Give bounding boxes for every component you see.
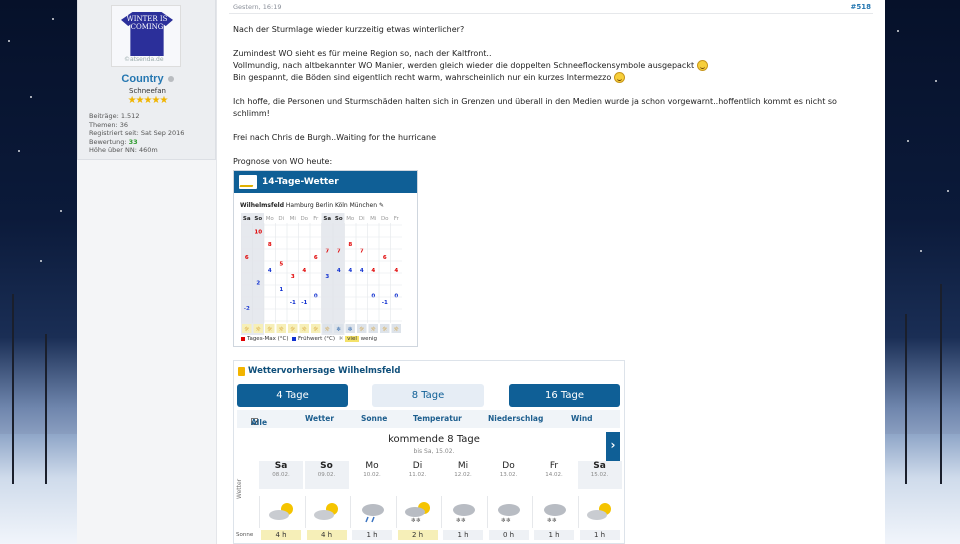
user-info-panel — [77, 0, 216, 160]
sun-snow-icon — [396, 496, 440, 528]
day-label: Sa — [323, 216, 332, 222]
post-body — [233, 24, 873, 180]
grin-smiley-icon — [697, 60, 708, 71]
city-selector — [240, 202, 384, 209]
min-temp-label: 4 — [336, 267, 341, 274]
day-label: Do — [380, 216, 389, 222]
post-paragraph: Nach der Sturmlage wieder kurzzeitig etwas winterlicher? — [233, 25, 465, 34]
day-label: Di — [358, 216, 365, 222]
day-name: Di — [412, 461, 423, 471]
chart-column — [345, 213, 357, 335]
forecast-day-header[interactable] — [487, 461, 531, 489]
svg-text:❄❄: ❄❄ — [455, 517, 466, 523]
min-temp-label: 4 — [359, 267, 364, 274]
weather-icon: ❄ — [347, 326, 353, 333]
forecast-day-header[interactable] — [396, 461, 440, 489]
max-temp-label: 8 — [267, 242, 272, 249]
min-temp-label: -2 — [243, 306, 250, 313]
max-temp-label: 4 — [371, 267, 376, 274]
filter-precipitation[interactable]: Niederschlag — [488, 414, 544, 423]
cloud-snow-icon — [441, 496, 485, 528]
legend-max: Tages-Max (°C) — [247, 336, 289, 342]
min-temp-label: -1 — [381, 299, 388, 306]
chart-legend — [241, 336, 377, 342]
min-temp-label: 4 — [348, 267, 353, 274]
min-temp-label: 2 — [256, 280, 261, 287]
forecast-day-header[interactable] — [578, 461, 622, 489]
day-label: Mo — [265, 216, 274, 222]
chart-column — [310, 213, 322, 335]
day-name: Mo — [365, 461, 379, 471]
smile-smiley-icon — [614, 72, 625, 83]
forecast-title: Wettervorhersage Wilhelmsfeld — [238, 366, 400, 376]
avatar-watermark: ©atsenda.de — [124, 56, 164, 63]
forecast-day-header[interactable] — [532, 461, 576, 489]
post-paragraph: Zumindest WO sieht es für meine Region so, nach der Kaltfront.. Vollmundig, nach altbekannter WO Manier, werden gleich wieder die doppelten Schneeflockensymbole ausgepackt Bin gespannt, die Böden sind eigentlich recht warm, wahrscheinlich nur ein kurzes Intermezzo — [233, 48, 873, 84]
post-paragraph: Frei nach Chris de Burgh..Waiting for the hurricane — [233, 133, 437, 142]
sunshine-hours: 1 h — [352, 530, 392, 540]
forecast-subheading: bis Sa, 15.02. — [413, 448, 455, 455]
chart-column — [264, 213, 276, 335]
cloud-snow-icon — [532, 496, 576, 528]
weather-14-day-widget[interactable] — [233, 170, 418, 347]
sunshine-hours: 1 h — [580, 530, 620, 540]
temperature-chart — [241, 213, 406, 335]
background-right — [885, 0, 960, 544]
filter-temperature[interactable]: Temperatur — [413, 414, 462, 423]
weather-icon: ☼ — [267, 326, 273, 333]
stat-rating: Bewertung: 33 — [89, 137, 138, 146]
city-active[interactable]: Wilhelmsfeld — [240, 202, 284, 209]
row-label-sun: Sonne — [236, 532, 254, 538]
weather-icon: ☼ — [370, 326, 376, 333]
day-label: Sa — [242, 216, 251, 222]
stat-altitude: Höhe über NN: 460m — [89, 146, 158, 154]
post-number-link[interactable]: #518 — [850, 3, 871, 11]
max-temp-label: 8 — [348, 242, 353, 249]
max-temp-label: 10 — [254, 229, 263, 236]
chart-column — [241, 213, 253, 335]
avatar-text: WINTER IS COMING — [126, 15, 168, 31]
svg-text:❄❄: ❄❄ — [501, 517, 512, 523]
forecast-day-header[interactable] — [350, 461, 394, 489]
day-date: 13.02. — [499, 472, 518, 478]
rank-stars-icon: ★★★★★ — [127, 95, 168, 106]
day-label: Fr — [393, 216, 399, 222]
stat-registered: Registriert seit: Sat Sep 2016 — [89, 129, 185, 137]
weather-icon: ☼ — [290, 326, 296, 333]
post-paragraph: Prognose von WO heute: — [233, 157, 333, 166]
svg-text:❄❄: ❄❄ — [411, 517, 422, 523]
max-temp-label: 5 — [279, 261, 284, 268]
weather-icon: ☼ — [359, 326, 365, 333]
weather-icon: ☼ — [244, 326, 250, 333]
cloud-snow-icon — [487, 496, 531, 528]
sunshine-hours: 1 h — [443, 530, 483, 540]
rating-value: 33 — [128, 137, 138, 146]
background-left — [0, 0, 77, 544]
day-label: Do — [300, 216, 309, 222]
day-label: So — [254, 216, 263, 222]
min-temp-label: -1 — [289, 299, 296, 306]
filter-bar: Alle Wetter Sonne Temperatur Niederschlag Wind — [237, 410, 620, 428]
sunshine-hours: 0 h — [489, 530, 529, 540]
filter-sun[interactable]: Sonne — [361, 414, 388, 423]
post-content — [216, 0, 885, 544]
post-timestamp: Gestern, 16:19 — [233, 3, 282, 11]
max-temp-label: 4 — [394, 267, 399, 274]
sun-cloud-icon — [578, 496, 622, 528]
username-row — [78, 73, 217, 85]
weather-icon: ☼ — [255, 326, 261, 333]
day-label: Fr — [313, 216, 319, 222]
svg-text:❄❄: ❄❄ — [546, 517, 557, 523]
day-date: 15.02. — [590, 472, 609, 478]
day-label: Mi — [370, 216, 377, 222]
max-temp-label: 6 — [313, 255, 318, 261]
day-date: 14.02. — [545, 472, 563, 478]
sunshine-hours: 4 h — [261, 530, 301, 540]
max-temp-label: 7 — [359, 248, 364, 255]
max-temp-label: 6 — [244, 255, 249, 261]
divider — [229, 13, 873, 14]
forecast-widget — [233, 360, 625, 544]
city-list[interactable]: Hamburg Berlin Köln München — [285, 202, 378, 209]
max-temp-label: 6 — [382, 255, 387, 261]
day-date: 10.02. — [363, 472, 381, 478]
sunshine-hours: 4 h — [307, 530, 347, 540]
weather-icon: ☼ — [393, 326, 399, 333]
next-arrow-button[interactable]: › — [606, 432, 620, 461]
max-temp-label: 3 — [290, 274, 295, 281]
min-temp-label: 0 — [394, 293, 399, 300]
day-date: 12.02. — [454, 472, 472, 478]
stat-threads: Themen: 36 — [89, 120, 129, 129]
chart-logo-icon — [239, 175, 257, 189]
day-name: Do — [502, 461, 515, 471]
legend-min: Frühwert (°C) — [298, 336, 335, 342]
weather-icon: ☼ — [301, 326, 307, 333]
pencil-icon[interactable]: ✎ — [378, 202, 384, 209]
tab-4-days[interactable]: 4 Tage — [237, 384, 348, 407]
filter-wind[interactable]: Wind — [571, 414, 593, 423]
offline-status-icon — [168, 76, 174, 82]
sun-cloud-icon — [259, 496, 303, 528]
weather-icon: ☼ — [278, 326, 284, 333]
sun-cloud-icon — [305, 496, 349, 528]
legend-viel: viel — [347, 336, 357, 342]
widget-title: 14-Tage-Wetter — [262, 177, 339, 187]
day-label: Mi — [289, 216, 296, 222]
weather-icon: ☼ — [313, 326, 319, 333]
day-name: Sa — [274, 461, 288, 471]
chart-column — [356, 213, 368, 335]
day-date: 08.02. — [272, 472, 290, 478]
cloud-rain-icon — [350, 496, 394, 528]
row-label-weather: Wetter — [236, 478, 243, 499]
tab-8-days[interactable]: 8 Tage — [372, 384, 484, 407]
day-label: Di — [278, 216, 285, 222]
max-temp-label: 7 — [336, 248, 341, 255]
day-label: Mo — [346, 216, 355, 222]
day-name: Mi — [457, 461, 469, 471]
legend-wenig: wenig — [360, 336, 378, 342]
chart-column — [299, 213, 311, 335]
chart-column — [379, 213, 391, 335]
chart-column — [333, 213, 345, 335]
max-temp-label: 7 — [325, 248, 330, 255]
day-name: Fr — [549, 461, 559, 471]
forecast-day-header[interactable] — [305, 461, 349, 489]
chart-column — [391, 213, 403, 335]
user-stats — [89, 112, 184, 155]
forum-post-container — [77, 0, 885, 544]
filter-weather[interactable]: Wetter — [305, 414, 335, 423]
user-title: Schneefan — [129, 87, 166, 95]
forecast-day-header[interactable] — [441, 461, 485, 489]
min-temp-label: 1 — [279, 287, 284, 293]
avatar[interactable] — [111, 5, 181, 67]
username-link[interactable]: Country — [121, 73, 164, 85]
day-label: So — [334, 216, 343, 222]
sunshine-hours: 1 h — [534, 530, 574, 540]
stat-posts: Beiträge: 1.512 — [89, 112, 140, 120]
min-temp-label: 0 — [371, 293, 376, 300]
sun-icon: ☼ — [338, 336, 344, 342]
max-temp-label: 4 — [302, 267, 307, 274]
weather-icon: ☼ — [382, 326, 388, 333]
weather-icon: ❄ — [336, 326, 342, 333]
widget-header — [234, 171, 417, 193]
day-name: So — [320, 461, 333, 471]
chart-column — [368, 213, 380, 335]
day-name: Sa — [593, 461, 606, 471]
day-date: 09.02. — [317, 472, 336, 478]
post-paragraph: Ich hoffe, die Personen und Sturmschäden halten sich in Grenzen und überall in den Medien wurde ja schon vorgewarnt..hoffentlich kommt es nicht so schlimm! — [233, 97, 837, 118]
sunshine-hours: 2 h — [398, 530, 438, 540]
chart-column — [276, 213, 288, 335]
min-temp-label: 3 — [325, 274, 330, 281]
min-temp-label: 4 — [267, 267, 272, 274]
tab-16-days[interactable]: 16 Tage — [509, 384, 620, 407]
min-temp-label: 0 — [313, 293, 318, 300]
weather-icon: ☼ — [324, 326, 330, 333]
forecast-heading: kommende 8 Tage — [388, 434, 480, 445]
day-date: 11.02. — [408, 472, 427, 478]
forecast-day-header[interactable] — [259, 461, 303, 489]
min-temp-label: -1 — [301, 299, 308, 306]
